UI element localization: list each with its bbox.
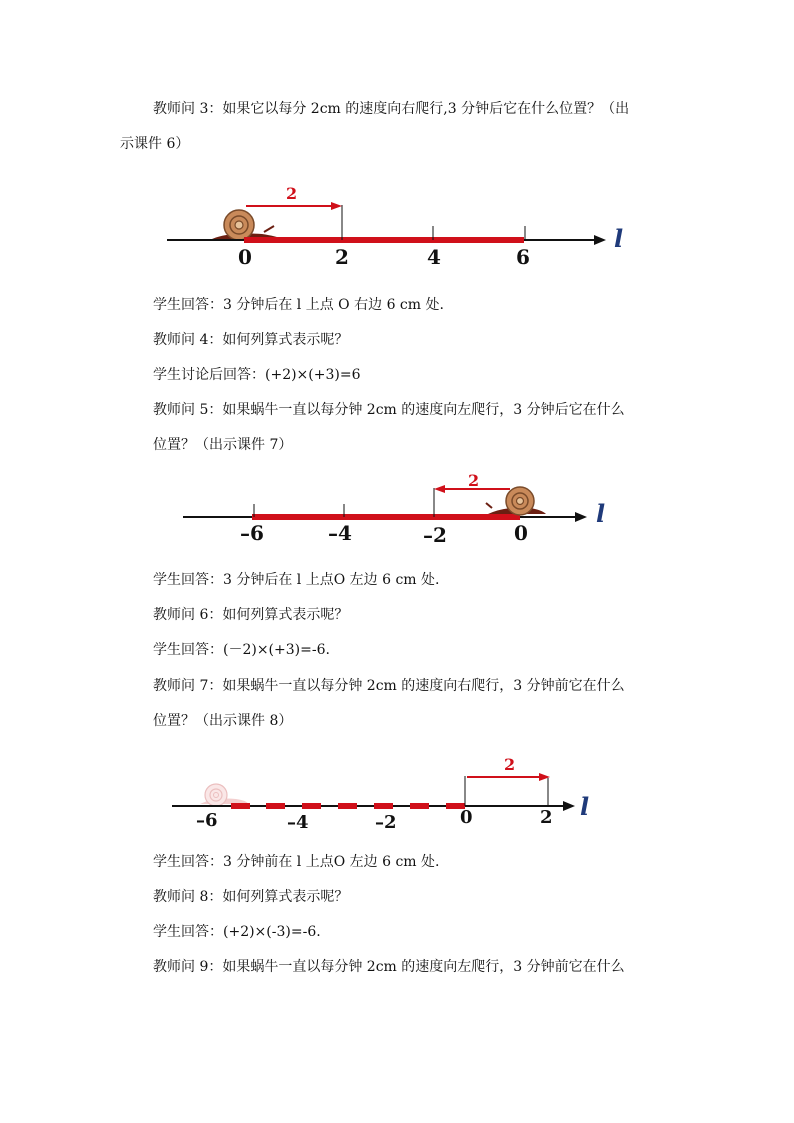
answer-8: 学生回答：(+2)×(-3)=-6.: [153, 924, 321, 940]
tick-label: –4: [328, 521, 352, 545]
dash-segment: [266, 803, 285, 809]
line-label: l: [614, 224, 624, 253]
question-5-line-2: 位置？（出示课件 7）: [153, 437, 293, 453]
answer-5: 学生回答：3 分钟后在 l 上点O 左边 6 cm 处.: [153, 572, 440, 588]
step-label: 2: [504, 755, 516, 774]
question-9-line-1: 教师问 9：如果蜗牛一直以每分钟 2cm 的速度向左爬行，3 分钟前它在什么: [153, 959, 625, 975]
answer-3: 学生回答：3 分钟后在 l 上点 O 右边 6 cm 处.: [153, 297, 444, 313]
question-8: 教师问 8：如何列算式表示呢？: [153, 889, 349, 905]
axis-arrowhead: [563, 801, 575, 811]
tick-label: 0: [514, 521, 528, 545]
tick-label: –6: [196, 810, 218, 831]
dash-segment: [410, 803, 429, 809]
question-7-line-2: 位置？（出示课件 8）: [153, 713, 293, 729]
tick-label: 2: [335, 245, 349, 269]
tick-label: 4: [427, 245, 441, 269]
question-6: 教师问 6：如何列算式表示呢？: [153, 607, 349, 623]
dash-segment: [338, 803, 357, 809]
tick-label: –2: [375, 812, 397, 833]
line-label: l: [580, 792, 590, 821]
question-7-line-1: 教师问 7：如果蜗牛一直以每分钟 2cm 的速度向右爬行，3 分钟前它在什么: [153, 678, 625, 694]
tick-label: –4: [287, 812, 309, 833]
step-label: 2: [286, 184, 298, 203]
line-label: l: [596, 499, 606, 528]
dash-segment: [374, 803, 393, 809]
tick-label: –2: [423, 523, 447, 547]
tick-label: 0: [460, 807, 473, 828]
tick-label: 0: [238, 245, 252, 269]
answer-6: 学生回答：(－2)×(+3)=-6.: [153, 642, 330, 658]
question-3-line-2: 示课件 6）: [120, 136, 190, 152]
question-4: 教师问 4：如何列算式表示呢？: [153, 332, 349, 348]
question-3-line-1: 教师问 3：如果它以每分 2cm 的速度向右爬行,3 分钟后它在什么位置？（出: [153, 101, 630, 117]
faded-snail-icon: [200, 784, 249, 806]
step-label: 2: [468, 471, 480, 490]
tick-label: 2: [540, 807, 553, 828]
dash-segment: [231, 803, 250, 809]
question-5-line-1: 教师问 5：如果蜗牛一直以每分钟 2cm 的速度向左爬行，3 分钟后它在什么: [153, 402, 625, 418]
tick-label: –6: [240, 521, 264, 545]
answer-7: 学生回答：3 分钟前在 l 上点O 左边 6 cm 处.: [153, 854, 440, 870]
tick-label: 6: [516, 245, 530, 269]
dash-segment: [302, 803, 321, 809]
answer-4: 学生讨论后回答：(+2)×(+3)=6: [153, 367, 361, 383]
